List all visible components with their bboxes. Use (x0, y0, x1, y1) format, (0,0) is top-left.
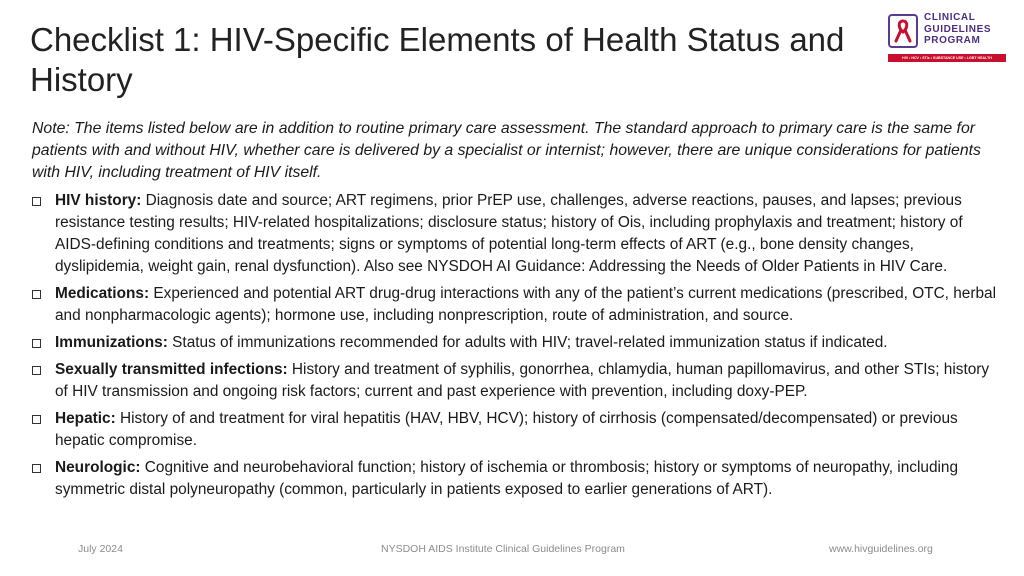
checklist-item-medications (30, 283, 1005, 327)
checkbox-bullet-icon (32, 290, 41, 299)
footer-date: July 2024 (78, 543, 123, 555)
footer-program: NYSDOH AIDS Institute Clinical Guidelines Program (381, 543, 625, 555)
checkbox-bullet-icon (32, 339, 41, 348)
logo-line-1: CLINICAL (924, 12, 976, 23)
checklist (30, 190, 1005, 506)
red-ribbon-icon (888, 14, 918, 48)
checkbox-bullet-icon (32, 366, 41, 375)
logo-line-2: GUIDELINES (924, 23, 992, 35)
page-title: Checklist 1: HIV-Specific Elements of Health Status and History (30, 21, 845, 98)
checklist-item-hepatic (30, 408, 1005, 452)
item-text: Cognitive and neurobehavioral function; history of ischemia or thrombosis; history or symptoms of neuropathy, including symmetric distal polyneuropathy (common, particularly in patients exposed to earlier generations of ART). (55, 459, 959, 498)
note-paragraph: Note: The items listed below are in addition to routine primary care assessment. The standard approach to primary care is the same for patients with and without HIV, whether care is delivered by a specialist or internist; however, there are unique considerations for patients with HIV, including treatment of HIV itself. (32, 120, 981, 181)
item-text: Diagnosis date and source; ART regimens, prior PrEP use, challenges, adverse reactions, pauses, and lapses; previous resistance testing results; HIV-related hospitalizations; disclosure status; history of Ois, including prophylaxis and treatment; history of AIDS-defining conditions and treatments; signs or symptoms of potential long-term effects of ART (e.g., bone density changes, dyslipidemia, weight gain, renal dysfunction). Also see NYSDOH AI Guidance: Addressing the Needs of Older Patients in HIV Care. (55, 192, 963, 275)
checklist-item-neurologic (30, 457, 1005, 501)
item-label: Hepatic: (55, 410, 116, 427)
item-text: History and treatment of syphilis, gonorrhea, chlamydia, human papillomavirus, and other STIs; history of HIV transmission and ongoing risk factors; current and past experience with prevention, including doxy-PEP. (55, 361, 990, 400)
item-text: Experienced and potential ART drug-drug interactions with any of the patient’s current medications (prescribed, OTC, herbal and nonpharmacologic agents); hormone use, including nonprescription, route of administration, and source. (55, 285, 997, 324)
clinical-guidelines-program-logo (888, 12, 1006, 64)
item-label: HIV history: (55, 192, 142, 209)
item-label: Neurologic: (55, 459, 141, 476)
checklist-item-hiv-history (30, 190, 1005, 278)
checklist-item-immunizations (30, 332, 1005, 354)
footer-url: www.hivguidelines.org (829, 543, 933, 555)
checklist-item-sexually-transmitted-infections (30, 359, 1005, 403)
item-text: History of and treatment for viral hepatitis (HAV, HBV, HCV); history of cirrhosis (compensated/decompensated) or previous hepatic compromise. (55, 410, 958, 449)
checkbox-bullet-icon (32, 464, 41, 473)
item-label: Medications: (55, 285, 150, 302)
checkbox-bullet-icon (32, 415, 41, 424)
item-label: Sexually transmitted infections: (55, 361, 288, 378)
item-label: Immunizations: (55, 334, 168, 351)
item-text: Status of immunizations recommended for adults with HIV; travel-related immunization status if indicated. (167, 334, 888, 351)
checkbox-bullet-icon (32, 197, 41, 206)
logo-text (924, 12, 991, 47)
logo-line-3: PROGRAM (924, 35, 981, 46)
logo-tagline: HIV • HCV • STIs • SUBSTANCE USE • LGBT HEALTH (888, 54, 1006, 62)
